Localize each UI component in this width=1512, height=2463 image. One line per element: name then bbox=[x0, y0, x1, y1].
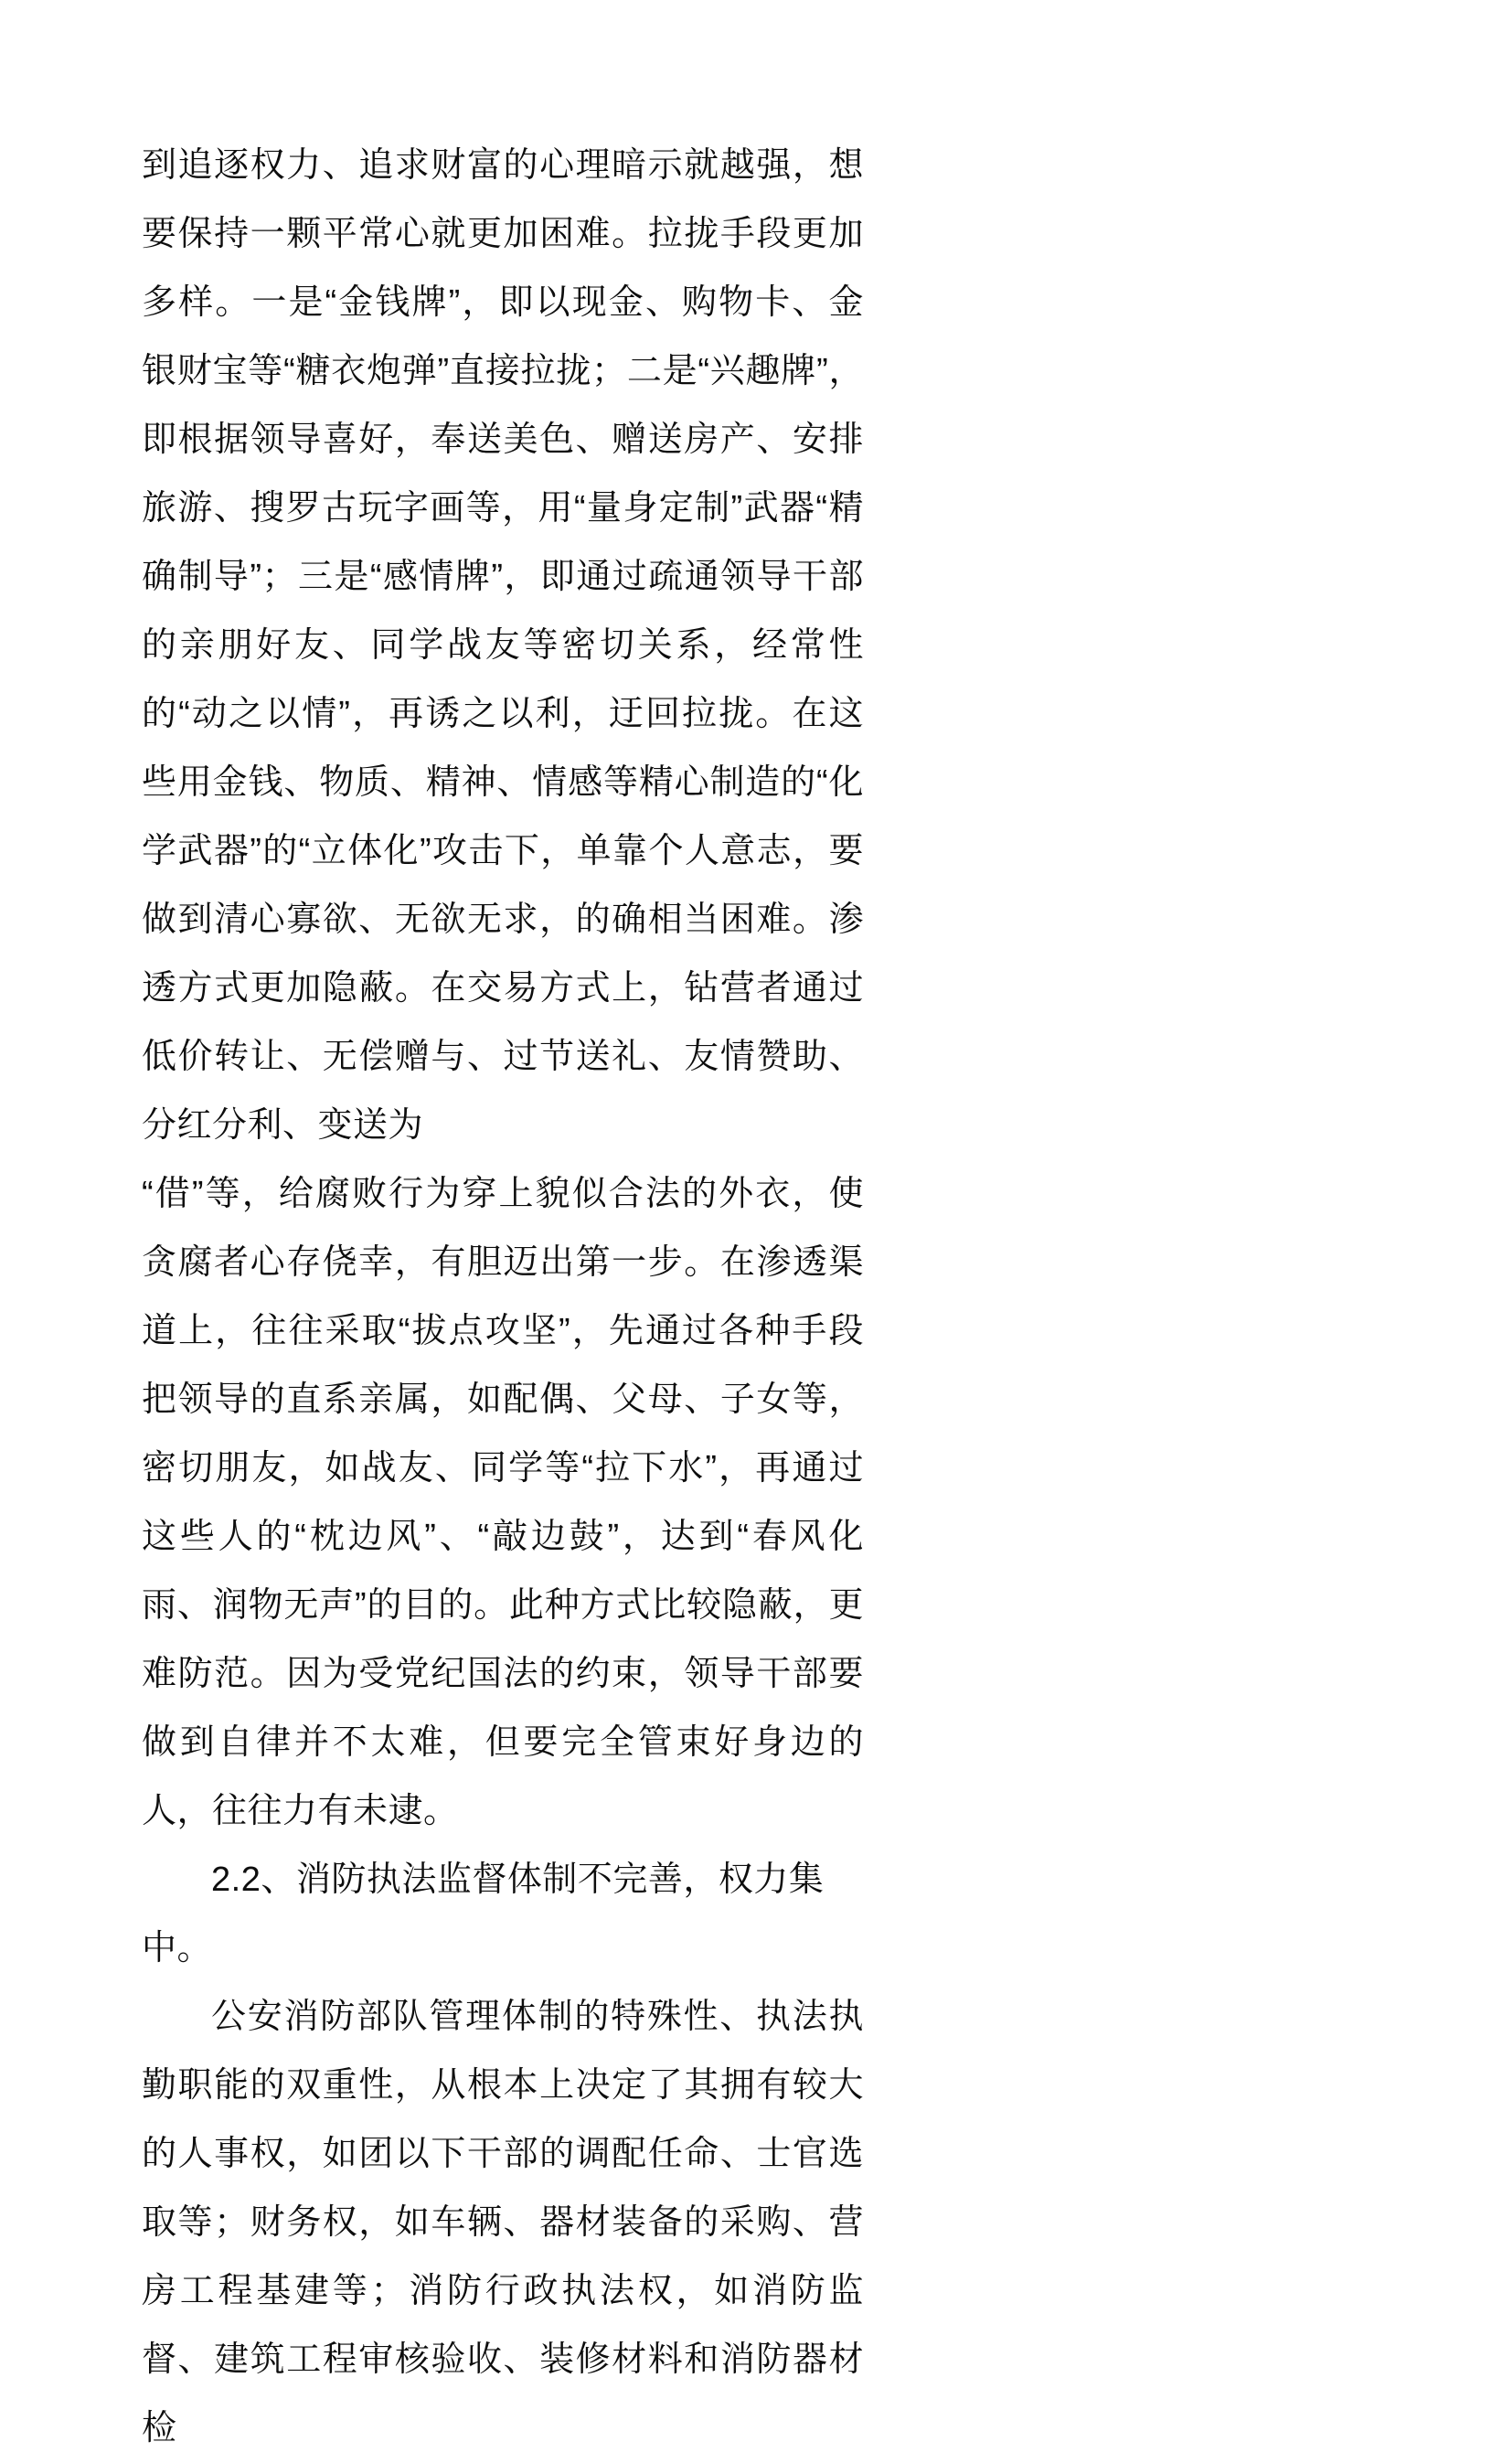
document-text-column bbox=[142, 132, 864, 2463]
body-paragraph-continued-part2: “借”等，给腐败行为穿上貌似合法的外衣，使贪腐者心存侥幸，有胆迈出第一步。在渗透渠道上，往往采取“拔点攻坚”，先通过各种手段把领导的直系亲属，如配偶、父母、子女等，密切朋友，如战友、同学等“拉下水”，再通过这些人的“枕边风”、“敲边鼓”，达到“春风化雨、润物无声”的目的。此种方式比较隐蔽，更难防范。因为受党纪国法的约束，领导干部要做到自律并不太难，但要完全管束好身边的人，往往力有未逮。 bbox=[142, 1175, 864, 1830]
section-heading-2-2: 2.2、消防执法监督体制不完善，权力集中。 bbox=[142, 1861, 825, 1967]
body-paragraph-section-2-2: 公安消防部队管理体制的特殊性、执法执勤职能的双重性，从根本上决定了其拥有较大的人事权，如团以下干部的调配任命、士官选取等；财务权，如车辆、器材装备的采购、营房工程基建等；消防行政执法权，如消防监督、建筑工程审核验收、装修材料和消防器材检 bbox=[142, 1998, 864, 2447]
body-paragraph-continued: 到追逐权力、追求财富的心理暗示就越强，想要保持一颗平常心就更加困难。拉拢手段更加多样。一是“金钱牌”，即以现金、购物卡、金银财宝等“糖衣炮弹”直接拉拢；二是“兴趣牌”，即根据领导喜好，奉送美色、赠送房产、安排旅游、搜罗古玩字画等，用“量身定制”武器“精确制导”；三是“感情牌”，即通过疏通领导干部的亲朋好友、同学战友等密切关系，经常性的“动之以情”，再诱之以利，迂回拉拢。在这些用金钱、物质、精神、情感等精心制造的“化学武器”的“立体化”攻击下，单靠个人意志，要做到清心寡欲、无欲无求，的确相当困难。渗透方式更加隐蔽。在交易方式上，钻营者通过低价转让、无偿赠与、过节送礼、友情赞助、分红分利、变送为 bbox=[142, 146, 864, 1145]
